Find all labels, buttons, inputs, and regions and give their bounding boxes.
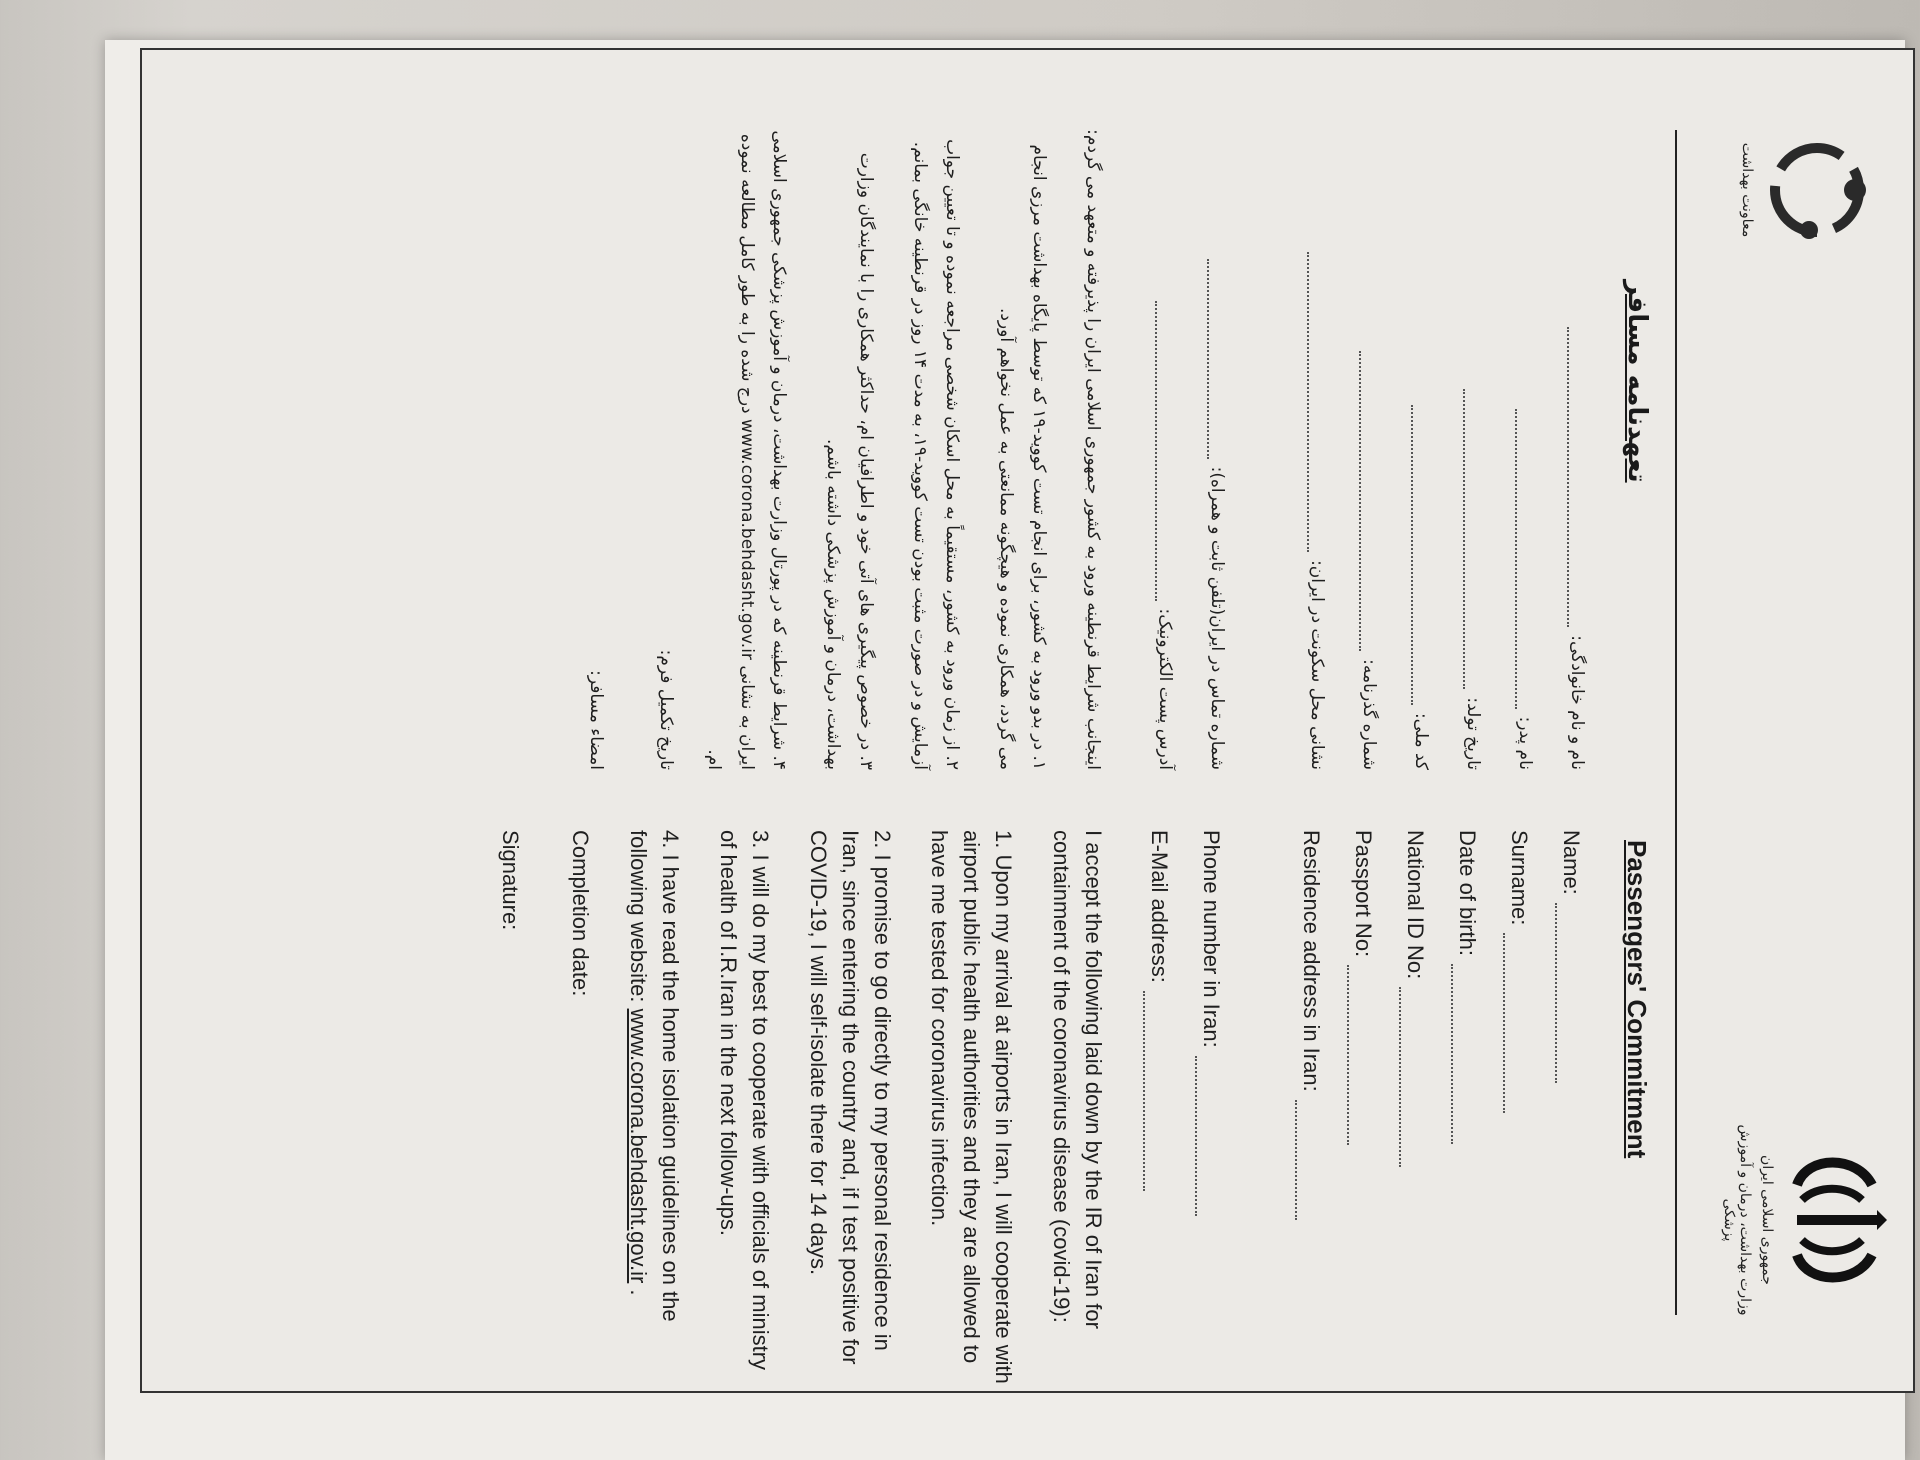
fa-field-label: شماره تماس در ایران(تلفن ثابت و همراه):	[1207, 466, 1227, 770]
header-divider	[1675, 130, 1677, 1315]
health-deputy-emblem	[1727, 110, 1877, 270]
fa-field-father	[1483, 120, 1535, 770]
en-field-label: Name:	[1559, 830, 1584, 895]
english-column	[456, 830, 1587, 1390]
rotated-page	[142, 50, 1917, 1395]
fill-line[interactable]	[1515, 409, 1535, 709]
fa-field-birth	[1431, 120, 1483, 770]
fill-line[interactable]	[1307, 252, 1327, 552]
title-persian: تعهدنامه مسافر	[1622, 280, 1652, 483]
fa-field-address	[1227, 120, 1327, 770]
en-field-email	[1123, 830, 1175, 1390]
fa-field-phone	[1175, 120, 1227, 770]
en-field-phone	[1175, 830, 1227, 1390]
en-completion-date	[526, 830, 596, 1390]
en-field-address	[1227, 830, 1327, 1390]
fill-line[interactable]	[1451, 964, 1471, 1144]
fill-line[interactable]	[1195, 1056, 1215, 1216]
fa-item-1: ۱. در بدو ورود به کشور، برای انجام تست کووید-۱۹ که توسط پایگاه بهداشت مرزی انجام می گردد، همکاری نموده و هیچگونه ممانعتی به عمل نخواهم آورد.	[996, 144, 1049, 770]
en-field-label: Phone number in Iran:	[1199, 830, 1224, 1048]
fa-item-3: ۳. در خصوص پیگیری های آتی خود و اطرافیان ام، حداکثر همکاری را با نمایندگان وزارت بهداشت، درمان و آموزش پزشکی داشته باشم.	[823, 152, 876, 770]
right-emblem-caption-line2: وزارت بهداشت، درمان و آموزش پزشکی	[1721, 1124, 1753, 1316]
fill-line[interactable]	[1207, 259, 1227, 459]
fa-field-national-id	[1379, 120, 1431, 770]
fa-field-label: نام و نام خانوادگی:	[1567, 635, 1587, 770]
en-completion-label: Completion date:	[568, 830, 594, 997]
en-field-label: Residence address in Iran:	[1299, 830, 1324, 1092]
fa-item-4: ۴. شرایط قرنطینه که در پورتال وزارت بهداشت، درمان و آموزش پزشکی جمهوری اسلامی ایران به نشانی www.corona.behdasht.gov.ir درج شده را به طور کامل مطالعه نموده ام.	[704, 130, 789, 770]
fa-field-passport	[1327, 120, 1379, 770]
left-emblem-caption: معاونت بهداشت	[1739, 142, 1755, 238]
guidelines-link[interactable]: www.corona.behdasht.gov.ir	[626, 1008, 652, 1284]
fa-item-2: ۲. از زمان ورود به کشور، مستقیماً به محل اسکان شخصی مراجعه نموده و تا تعیین جواب آزمایش و در صورت مثبت بودن تست کووید-۱۹، به مدت ۱۴ روز در قرنطینه خانگی بمانم.	[909, 139, 963, 770]
fa-field-email	[1123, 120, 1175, 770]
titles	[1602, 50, 1652, 1395]
fill-line[interactable]	[1463, 389, 1483, 689]
fa-completion-date	[606, 120, 676, 770]
en-field-surname	[1483, 830, 1535, 1390]
en-item-3: 3. I will do my best to cooperate with officials of ministry of health of I.R.Iran in the next follow-ups.	[715, 830, 773, 1371]
title-english: Passengers' Commitment	[1622, 840, 1652, 1159]
en-item-2: 2. I promise to go directly to my personal residence in Iran, since entering the country and, if I test positive for COVID-19, I will self-isolate there for 14 days.	[805, 830, 895, 1365]
fa-field-label: آدرس پست الکترونیک:	[1155, 608, 1175, 770]
fa-field-label: شماره گذرنامه:	[1359, 659, 1379, 770]
fill-line[interactable]	[1503, 933, 1523, 1113]
en-field-label: Passport No:	[1351, 830, 1376, 958]
en-field-label: Surname:	[1507, 830, 1532, 926]
right-emblem-caption-line1: جمهوری اسلامی ایران	[1759, 1155, 1775, 1285]
en-item-4: 4. I have read the home isolation guidelines on the following website: www.corona.behdasht.gov.ir .	[626, 830, 684, 1322]
fa-intro: اینجانب شرایط قرنطینه ورود به کشور جمهوری اسلامی ایران را پذیرفته و متعهد می گردم:	[1083, 129, 1103, 770]
fa-field-name	[1535, 120, 1587, 770]
en-item-4-text: 4. I have read the home isolation guidelines on the following website:	[626, 830, 684, 1322]
fa-signature-label: امضاء مسافر:	[586, 670, 607, 770]
fill-line[interactable]	[1347, 965, 1367, 1145]
iran-emblem-icon	[1777, 1115, 1887, 1325]
fill-line[interactable]	[1555, 903, 1575, 1083]
en-field-passport	[1327, 830, 1379, 1390]
fa-field-label: کد ملی:	[1411, 712, 1431, 770]
en-field-name	[1535, 830, 1587, 1390]
fa-field-label: تاریخ تولد:	[1463, 697, 1483, 770]
en-field-label: Date of birth:	[1455, 830, 1480, 956]
ministry-emblem	[1717, 1115, 1887, 1325]
fill-line[interactable]	[1295, 1100, 1315, 1220]
en-intro: I accept the following laid down by the IR of Iran for containment of the coronavirus disease (covid-19):	[1049, 830, 1106, 1329]
fa-field-label: نام پدر:	[1515, 716, 1535, 770]
fill-line[interactable]	[1399, 987, 1419, 1167]
health-deputy-logo-icon	[1757, 110, 1877, 270]
en-item-1: 1. Upon my arrival at airports in Iran, I will cooperate with airport public health authorities and they are allowed to have me tested for coronavirus infection.	[927, 830, 1017, 1384]
fa-signature	[536, 120, 606, 770]
fa-completion-label: تاریخ تکمیل فرم:	[656, 649, 677, 770]
fill-line[interactable]	[1411, 405, 1431, 705]
document-frame	[140, 48, 1915, 1393]
en-field-birth	[1431, 830, 1483, 1390]
en-field-label: National ID No:	[1403, 830, 1428, 980]
document-header	[1697, 50, 1917, 1395]
fill-line[interactable]	[1143, 991, 1163, 1191]
fa-field-label: نشانی محل سکونت در ایران:	[1307, 560, 1327, 770]
en-signature	[456, 830, 526, 1390]
fill-line[interactable]	[1567, 327, 1587, 627]
fill-line[interactable]	[1155, 301, 1175, 601]
en-field-national-id	[1379, 830, 1431, 1390]
en-signature-label: Signature:	[498, 830, 524, 931]
persian-column	[536, 120, 1587, 770]
fill-line[interactable]	[1359, 351, 1379, 651]
en-field-label: E-Mail address:	[1147, 830, 1172, 983]
